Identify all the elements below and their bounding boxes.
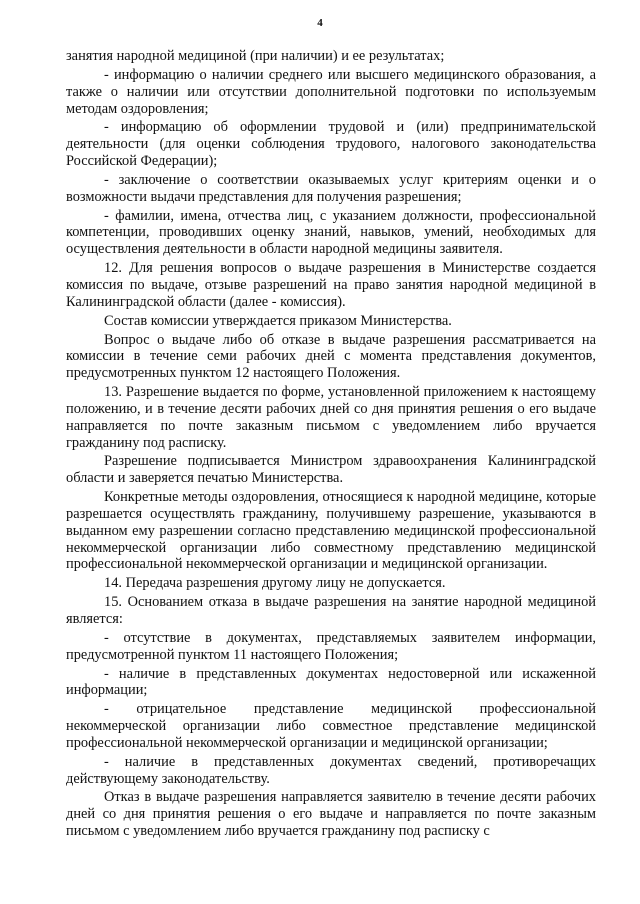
paragraph: - отсутствие в документах, представляемых заявителем информации, предусмотренной пунктом 11 настоящего Положения; xyxy=(66,629,596,663)
paragraph: - информацию о наличии среднего или высшего медицинского образования, а также о наличии или отсутствии дополнительной подготовки по используемым методам оздоровления; xyxy=(66,66,596,117)
paragraph: - наличие в представленных документах недостоверной или искаженной информации; xyxy=(66,665,596,699)
paragraph: 14. Передача разрешения другому лицу не допускается. xyxy=(104,575,446,592)
paragraph: Состав комиссии утверждается приказом Министерства. xyxy=(104,312,452,329)
paragraph: - заключение о соответствии оказываемых услуг критериям оценки и о возможности выдачи представления для получения разрешения; xyxy=(66,171,596,205)
paragraph: - фамилии, имена, отчества лиц, с указанием должности, профессиональной компетенции, проводивших оценку знаний, навыков, умений, необходимых для осуществления деятельности в области народной медицины заявителя. xyxy=(66,207,596,258)
paragraph: Отказ в выдаче разрешения направляется заявителю в течение десяти рабочих дней со дня принятия решения о его выдаче и направляется по почте заказным письмом с уведомлением либо вручается гражданину под расписку с xyxy=(66,789,596,840)
paragraph: Вопрос о выдаче либо об отказе в выдаче разрешения рассматривается на комиссии в течение семи рабочих дней с момента представления документов, предусмотренных пунктом 12 настоящего Положения. xyxy=(66,331,596,382)
paragraph: 15. Основанием отказа в выдаче разрешения на занятие народной медициной является: xyxy=(66,594,596,627)
paragraph: Конкретные методы оздоровления, относящиеся к народной медицине, которые разрешается осуществлять гражданину, получившему разрешение, указываются в выданном ему разрешении согласно представлению медицинской профессиональной некоммерческой организации либо совместному представлению медицинской профессиональной некоммерческой организации и медицинской организации. xyxy=(66,489,596,573)
paragraph: 13. Разрешение выдается по форме, установленной приложением к настоящему положению, и в течение десяти рабочих дней со дня принятия решения о его выдаче направляется по почте заказным письмом с уведомлением либо вручается гражданину под расписку. xyxy=(66,384,596,451)
page-number: 4 xyxy=(317,17,323,29)
document-body xyxy=(66,48,596,840)
paragraph: - наличие в представленных документах сведений, противоречащих действующему законодательству. xyxy=(66,753,596,787)
paragraph: - информацию об оформлении трудовой и (или) предпринимательской деятельности (для оценки соблюдения трудового, налогового законодательства Российской Федерации); xyxy=(66,119,596,170)
paragraph: - отрицательное представление медицинской профессиональной некоммерческой организации либо совместное представление медицинской профессиональной некоммерческой организации и медицинской организации; xyxy=(66,701,596,751)
paragraph: занятия народной медициной (при наличии) и ее результатах; xyxy=(66,48,445,64)
paragraph: 12. Для решения вопросов о выдаче разрешения в Министерстве создается комиссия по выдаче, отзыве разрешений на право занятия народной медициной в Калининградской области (далее - комиссия). xyxy=(66,260,596,310)
paragraph: Разрешение подписывается Министром здравоохранения Калининградской области и заверяется печатью Министерства. xyxy=(66,453,596,487)
